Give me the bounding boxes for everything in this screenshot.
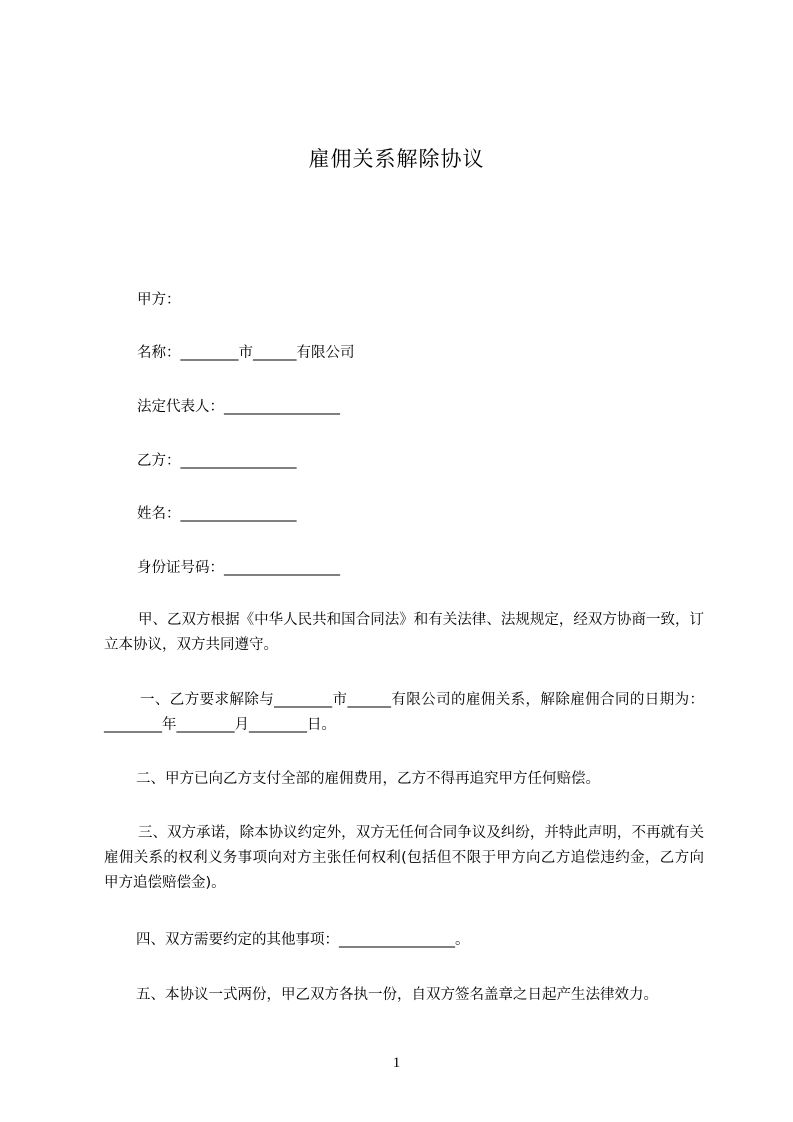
clause-4-paragraph: 四、双方需要约定的其他事项：________________。 — [136, 932, 470, 948]
id-number-line: 身份证号码：________________ — [137, 560, 340, 576]
clause-2-paragraph: 二、甲方已向乙方支付全部的雇佣费用，乙方不得再追究甲方任何赔偿。 — [136, 771, 600, 787]
party-a-heading: 甲方： — [137, 292, 181, 308]
legal-representative-line: 法定代表人：________________ — [137, 399, 340, 415]
page-number: 1 — [392, 1055, 401, 1071]
preamble-paragraph: 甲、乙双方根据《中华人民共和国合同法》和有关法律、法规规定，经双方协商一致，订立本协议，双方共同遵守。 — [104, 612, 704, 653]
document-title: 雇佣关系解除协议 — [308, 147, 485, 171]
clause-3-paragraph: 三、双方承诺，除本协议约定外，双方无任何合同争议及纠纷，并特此声明，不再就有关雇佣关系的权利义务事项向对方主张任何权利(包括但不限于甲方向乙方追偿违约金，乙方向甲方追偿赔偿金)。 — [104, 825, 704, 891]
clause-5-paragraph: 五、本协议一式两份，甲乙双方各执一份，自双方签名盖章之日起产生法律效力。 — [136, 987, 658, 1003]
company-name-line: 名称：________市______有限公司 — [137, 345, 355, 361]
party-b-line: 乙方：________________ — [137, 453, 297, 469]
clause-1-paragraph: 一、乙方要求解除与________市______有限公司的雇佣关系，解除雇佣合同的日期为：________年________月________日。 — [104, 692, 704, 733]
name-line: 姓名：________________ — [137, 506, 297, 522]
